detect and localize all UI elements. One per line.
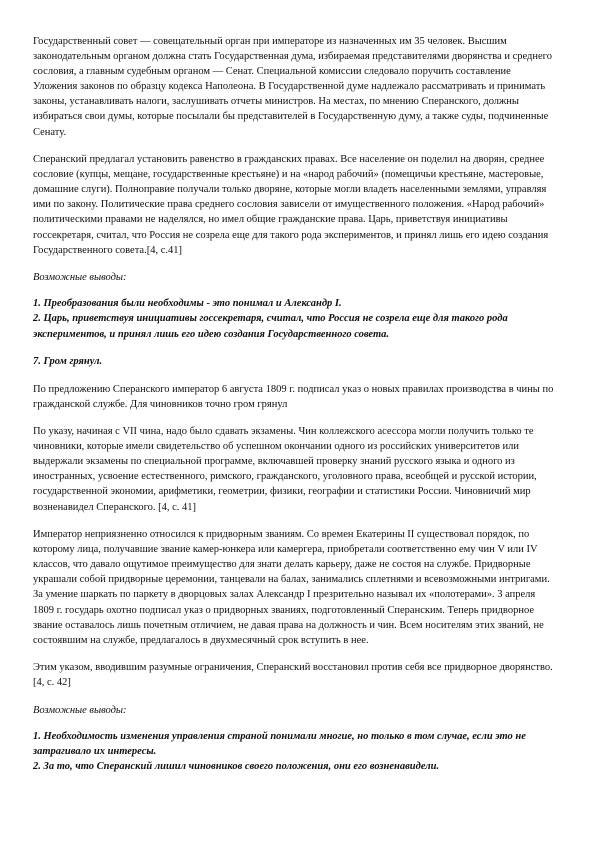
- paragraph-state-council: Государственный совет — совещательный орган при императоре из назначенных им 35 человек. Высшим законодательным органом должна стать Государственная дума, избираемая представителями дворянства и среднего сословия, а главным судебным органом — Сенат. Специальной комиссии следовало поручить составление Уложения законов по образцу кодекса Наполеона. В Государственной думе надлежало рассматривать и принимать законы, устанавливать налоги, заслушивать отчеты министров. На местах, по мнению Сперанского, должны избираться свои думы, которые посылали бы представителей в Государственную думу, а также суды, подчиненные Сенату.: [33, 36, 552, 138]
- paragraph-court-ranks: Император неприязненно относился к придворным званиям. Со времен Екатерины II существовал порядок, по которому лица, получавшие звание камер-юнкера или камергера, приобретали соответственно ему чин V или IV классов, что давало ощутимое преимущество для знати делать карьеру, даже не состоя на службе. Придворные украшали собой придворные церемонии, танцевали на балах, занимались сплетнями и всевозможными интригами. За умение шаркать по паркету в дворцовых залах Александр I презрительно называл их «полотерами». 3 апреля 1809 г. государь охотно подписал указ о придворных званиях, подготовленный Сперанским. Теперь придворное звание оставалось лишь почетным отличием, не давая права на должность и чин. Всем носителям этих званий, не состоявшим на службе, предлагалось в двухмесячный срок вступить в нее.: [33, 529, 550, 646]
- document-body: [33, 34, 555, 774]
- conclusion-2-1: 1. Необходимость изменения управления страной понимали многие, но только в том случае, если это не затрагивало их интересы.: [33, 731, 526, 758]
- paragraph-civil-rights: Сперанский предлагал установить равенство в гражданских правах. Все население он поделил на дворян, среднее сословие (купцы, мещане, государственные крестьяне) и на «народ рабочий» (помещичьи крестьяне, мастеровые, домашние слуги). Полноправие получали только дворяне, которые могли владеть населенными землями, управляя ими по закону. Политические права среднего сословия зависели от имущественного положения. «Народ рабочий» политическими правами не наделялся, но имел общие гражданские права. Царь, приветствуя инициативы госсекретаря, считал, что Россия не созрела еще для такого рода экспериментов, и принял лишь его идею создания Государственного совета.[4, с.41]: [33, 154, 549, 256]
- conclusion-1-1: 1. Преобразования были необходимы - это понимал и Александр I.: [33, 298, 342, 310]
- section-heading-7: 7. Гром грянул.: [33, 356, 103, 368]
- paragraph-court-nobility: Этим указом, вводившим разумные ограничения, Сперанский восстановил против себя все придворное дворянство.[4, с. 42]: [33, 662, 553, 689]
- paragraph-exams: По указу, начиная с VII чина, надо было сдавать экзамены. Чин коллежского асессора могли получить только те чиновники, которые имели свидетельство об успешном окончании одного из российских университетов или выдержали экзамены по специальной программе, включавшей проверку знаний русского языка и одного из иностранных, усвоение естественного, римского, гражданского, уголовного права, всеобщей и русской истории, государственной экономии, арифметики, геометрии, физики, географии и статистики России. Чиновничий мир возненавидел Сперанского. [4, с. 41]: [33, 426, 537, 513]
- conclusion-1-2: 2. Царь, приветствуя инициативы госсекретаря, считал, что Россия не созрела еще для такого рода экспериментов, и принял лишь его идею создания Государственного совета.: [33, 313, 508, 340]
- conclusion-2-2: 2. За то, что Сперанский лишил чиновников своего положения, они его возненавидели.: [33, 761, 440, 773]
- conclusions-heading-1: Возможные выводы:: [33, 272, 127, 284]
- conclusions-heading-2: Возможные выводы:: [33, 704, 127, 716]
- paragraph-decree-august: По предложению Сперанского император 6 августа 1809 г. подписал указ о новых правилах производства в чины по гражданской службе. Для чиновников точно гром грянул: [33, 383, 554, 410]
